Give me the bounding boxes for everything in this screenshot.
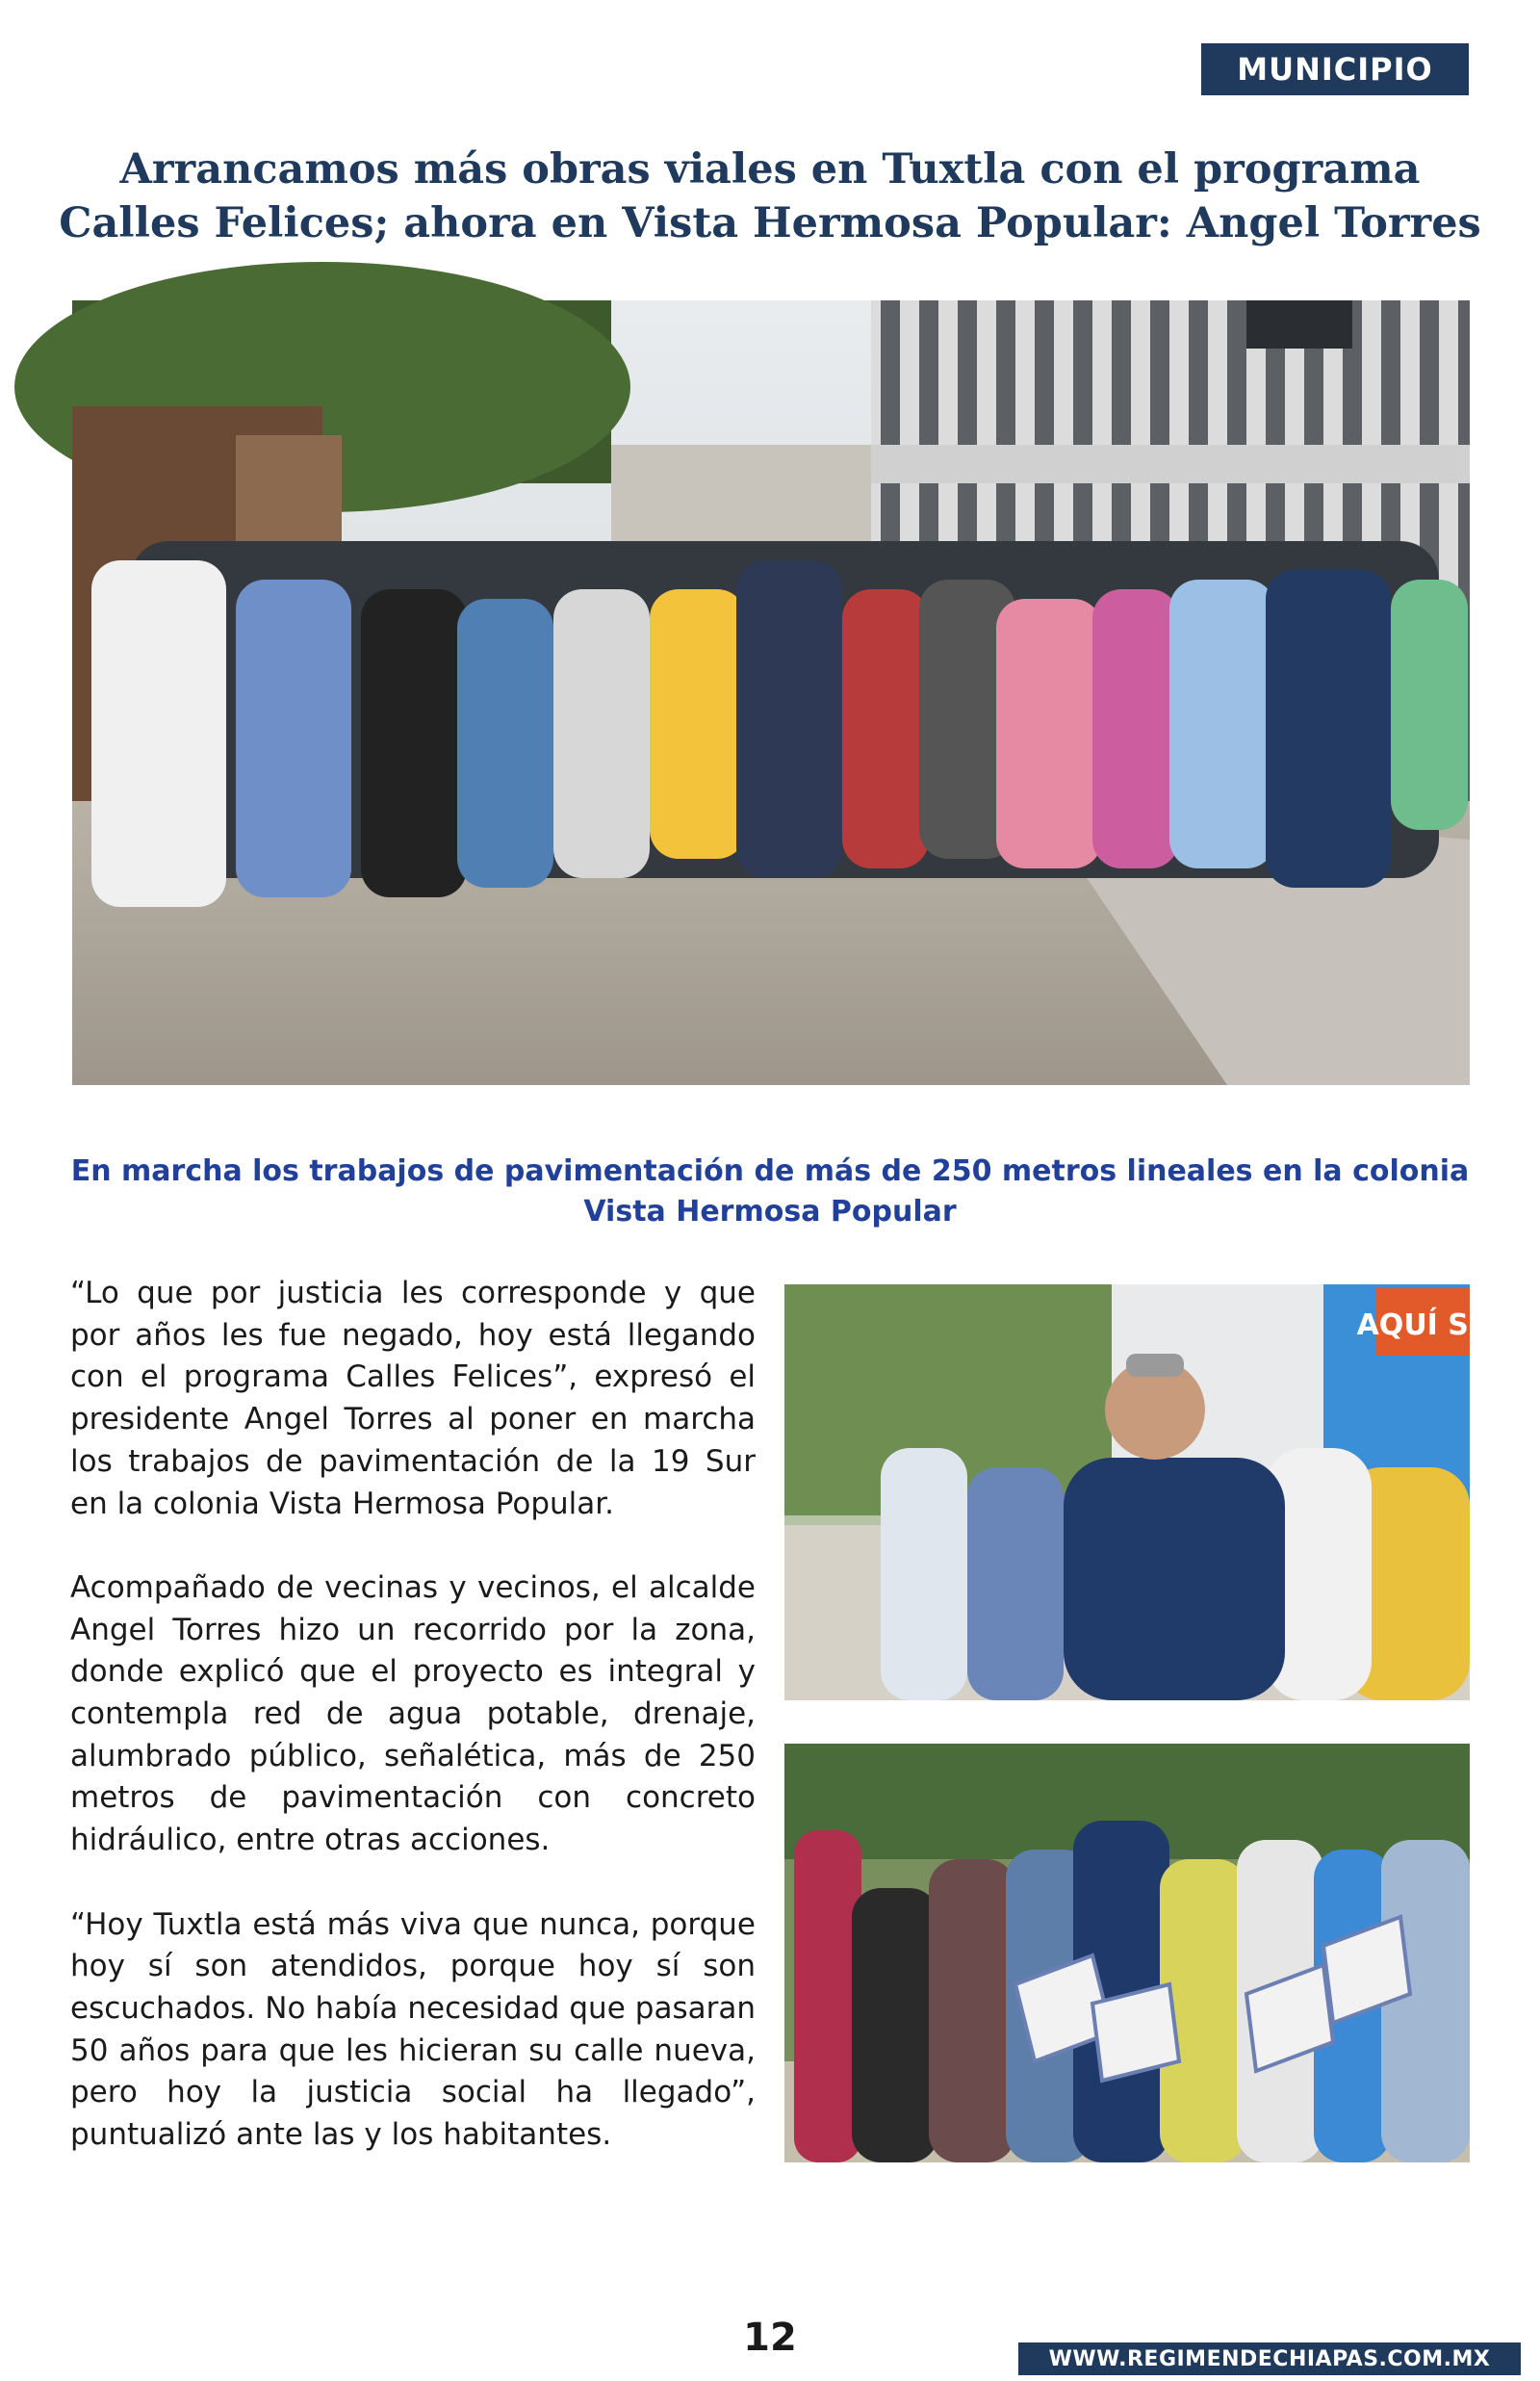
article-subheadline: En marcha los trabajos de pavimentación de más de 250 metros lineales en la colonia Vista Hermosa Popular xyxy=(70,1154,1470,1229)
paragraph: “Hoy Tuxtla está más viva que nunca, porque hoy sí son atendidos, porque hoy sí son escuchados. No había necesidad que pasaran 50 años para que les hicieran su calle nueva, pero hoy la justicia social ha llegado”, puntualizó ante las y los habitantes. xyxy=(70,1906,756,2153)
speaker-photo xyxy=(784,1284,1489,1700)
article-headline: Arrancamos más obras viales en Tuxtla con el programa Calles Felices; ahora en Vista Hermosa Popular: Angel Torres xyxy=(59,145,1481,247)
article-body xyxy=(70,1273,756,2198)
paragraph: Acompañado de vecinas y vecinos, el alcalde Angel Torres hizo un recorrido por la zona, donde explicó que el proyecto es integral y contempla red de agua potable, drenaje, alumbrado público, señalética, más de 250 metros de pavimentación con concreto hidráulico, entre otras acciones. xyxy=(70,1569,756,1858)
main-group-photo xyxy=(72,300,1470,1085)
page-number: 12 xyxy=(743,2316,797,2360)
section-tag: MUNICIPIO xyxy=(1201,43,1469,95)
sign-text: AQUÍ SE xyxy=(1356,1308,1489,1342)
paragraph: “Lo que por justicia les corresponde y que por años les fue negado, hoy está llegando con el programa Calles Felices”, expresó el presidente Angel Torres al poner en marcha los trabajos de pavimentación de la 19 Sur en la colonia Vista Hermosa Popular. xyxy=(70,1276,756,1521)
ceremony-photo xyxy=(784,1744,1470,2162)
site-url[interactable]: WWW.REGIMENDECHIAPAS.COM.MX xyxy=(1018,2342,1521,2375)
